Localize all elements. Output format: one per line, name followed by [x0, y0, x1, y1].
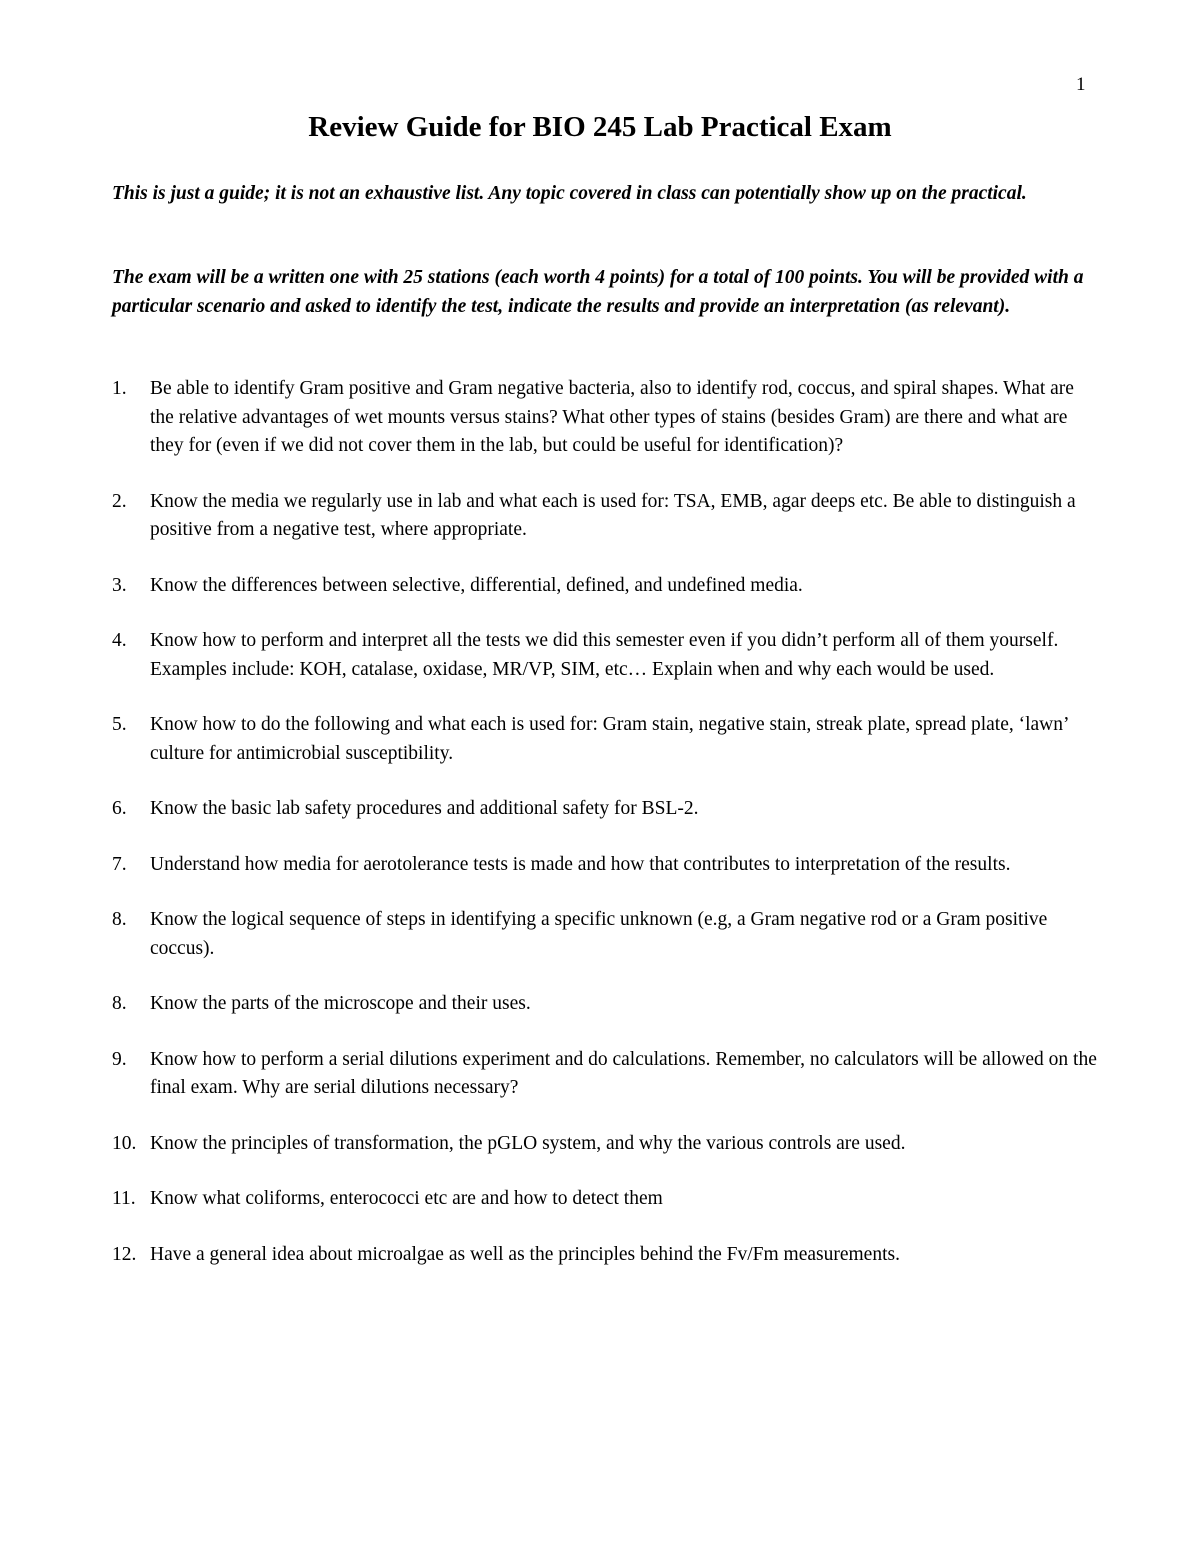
list-item-text: Understand how media for aerotolerance tests is made and how that contributes to interpretation of the results.	[150, 853, 1011, 875]
page-title: Review Guide for BIO 245 Lab Practical Exam	[308, 111, 892, 143]
list-item	[112, 572, 1097, 601]
list-item	[112, 1241, 1097, 1270]
list-item	[112, 488, 1097, 545]
list-item-text: Know how to do the following and what each is used for: Gram stain, negative stain, streak plate, spread plate, ‘lawn’ culture for antimicrobial susceptibility.	[150, 714, 1069, 764]
list-item	[112, 375, 1097, 461]
list-item-number: 11.	[112, 1188, 136, 1209]
list-item-text: Be able to identify Gram positive and Gram negative bacteria, also to identify rod, coccus, and spiral shapes. What are the relative advantages of wet mounts versus stains? What other types of stains (besides Gram) are there and what are they for (even if we did not cover them in the lab, but could be useful for identification)?	[150, 378, 1074, 456]
list-item-number: 4.	[112, 630, 127, 651]
list-item-text: Know how to perform and interpret all the tests we did this semester even if you didn’t perform all of them yourself. Examples include: KOH, catalase, oxidase, MR/VP, SIM, etc… Explain when and why each would be used.	[150, 630, 1059, 680]
list-item-number: 1.	[112, 378, 127, 399]
list-item-text: Know the parts of the microscope and their uses.	[150, 993, 531, 1014]
list-item-number: 8.	[112, 909, 127, 930]
intro-disclaimer: This is just a guide; it is not an exhaustive list. Any topic covered in class can potentially show up on the practical.	[112, 183, 1027, 204]
list-item	[112, 851, 1097, 880]
list-item-text: Know the differences between selective, differential, defined, and undefined media.	[150, 574, 803, 596]
list-item	[112, 990, 1097, 1019]
list-item	[112, 627, 1097, 684]
topic-list	[112, 375, 1097, 1296]
list-item	[112, 1185, 1097, 1214]
list-item-text: Know the logical sequence of steps in identifying a specific unknown (e.g, a Gram negative rod or a Gram positive coccus).	[150, 909, 1048, 959]
list-item	[112, 906, 1097, 963]
list-item-text: Know how to perform a serial dilutions experiment and do calculations. Remember, no calculators will be allowed on the final exam. Why are serial dilutions necessary?	[150, 1048, 1097, 1098]
list-item-text: Know the basic lab safety procedures and additional safety for BSL-2.	[150, 798, 699, 819]
list-item-text: Know the principles of transformation, the pGLO system, and why the various controls are used.	[150, 1132, 906, 1154]
list-item-number: 2.	[112, 490, 127, 512]
list-item-number: 8.	[112, 993, 127, 1014]
page-number: 1	[1076, 74, 1086, 95]
list-item	[112, 795, 1097, 824]
list-item-number: 12.	[112, 1243, 137, 1265]
list-item-number: 3.	[112, 574, 127, 596]
list-item-text: Know what coliforms, enterococci etc are and how to detect them	[150, 1188, 663, 1209]
intro-exam-format: The exam will be a written one with 25 stations (each worth 4 points) for a total of 100 points. You will be provided with a particular scenario and asked to identify the test, indicate the results and provide an interpretation (as relevant).	[112, 267, 1084, 317]
list-item	[112, 1046, 1097, 1103]
list-item-text: Have a general idea about microalgae as well as the principles behind the Fv/Fm measurements.	[150, 1243, 900, 1265]
list-item	[112, 711, 1097, 768]
list-item-number: 9.	[112, 1048, 127, 1070]
list-item	[112, 1130, 1097, 1159]
list-item-number: 5.	[112, 714, 127, 735]
list-item-number: 7.	[112, 853, 127, 875]
list-item-number: 6.	[112, 798, 127, 819]
list-item-text: Know the media we regularly use in lab and what each is used for: TSA, EMB, agar deeps etc. Be able to distinguish a positive from a negative test, where appropriate.	[150, 490, 1076, 540]
list-item-number: 10.	[112, 1132, 137, 1154]
